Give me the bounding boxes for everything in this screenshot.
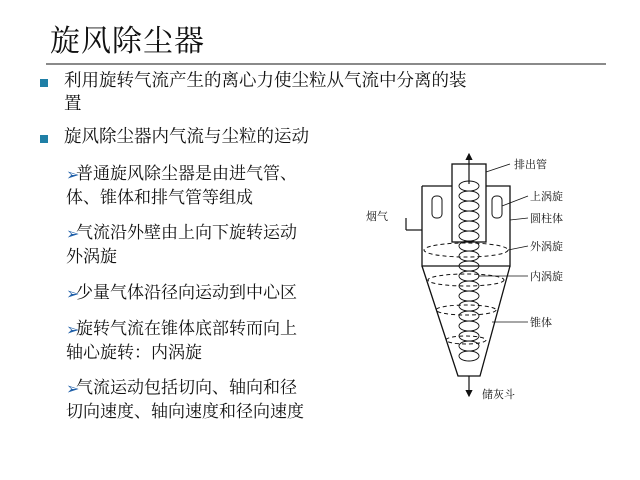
sub-arrow-icon: ➢ <box>66 165 80 184</box>
bullet-2-text: 旋风除尘器内气流与尘粒的运动 <box>64 127 309 147</box>
sub-item-2-line-1: 气流沿外壁由上向下旋转运动 <box>76 223 297 243</box>
slide-title: 旋风除尘器 <box>50 24 205 59</box>
label-cylinder: 圆柱体 <box>530 212 563 225</box>
bullet-1-text-cont: 置 <box>64 94 82 114</box>
sub-arrow-icon: ➢ <box>66 284 80 303</box>
sub-item-5-line-2: 切向速度、轴向速度和径向速度 <box>66 402 304 422</box>
label-upper-vortex: 上涡旋 <box>530 190 563 203</box>
sub-arrow-icon: ➢ <box>66 224 80 243</box>
sub-item-1-line-2: 体、锥体和排气管等组成 <box>66 188 253 208</box>
upper-vortex-marks <box>432 196 502 218</box>
cylinder-body <box>422 186 510 266</box>
sub-item-2-line-2: 外涡旋 <box>66 247 117 267</box>
outer-vortex-arcs <box>424 243 508 344</box>
sub-arrow-icon: ➢ <box>66 379 80 398</box>
sub-item-4-line-2: 轴心旋转：内涡旋 <box>66 343 202 363</box>
sub-item-5-line-1: 气流运动包括切向、轴向和径 <box>76 378 297 398</box>
cyclone-diagram <box>360 150 630 420</box>
label-inner-vortex: 内涡旋 <box>530 270 563 283</box>
label-cone: 锥体 <box>530 316 552 329</box>
sub-item-3-line-1: 少量气体沿径向运动到中心区 <box>76 283 297 303</box>
label-outer-vortex: 外涡旋 <box>530 240 563 253</box>
label-outlet: 排出管 <box>514 158 547 171</box>
bullet-1-text: 利用旋转气流产生的离心力使尘粒从气流中分离的装 <box>64 71 467 91</box>
sub-arrow-icon: ➢ <box>66 320 80 339</box>
inner-vortex-spiral <box>459 181 479 361</box>
label-hopper: 储灰斗 <box>482 388 515 401</box>
sub-item-4-line-1: 旋转气流在锥体底部转而向上 <box>76 319 297 339</box>
bullet-marker <box>40 135 48 143</box>
label-inlet: 烟气 <box>366 210 388 223</box>
sub-item-1-line-1: 普通旋风除尘器是由进气管、 <box>76 164 297 184</box>
